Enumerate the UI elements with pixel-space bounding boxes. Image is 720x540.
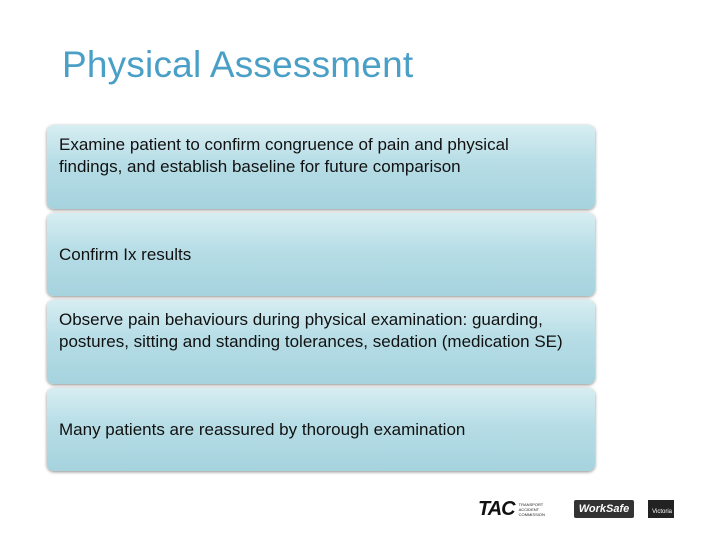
worksafe-logo: WorkSafe	[574, 500, 634, 518]
tac-logo	[478, 498, 553, 521]
bullet-box-confirm-ix	[47, 213, 595, 296]
bullet-box-examine	[47, 125, 595, 209]
slide-title: Physical Assessment	[62, 44, 414, 85]
bullet-text: Confirm Ix results	[59, 244, 192, 264]
bullet-box-reassured	[47, 388, 595, 471]
tac-logo-mark: TAC	[478, 498, 515, 520]
bullet-box-observe-pain	[47, 300, 595, 384]
footer-logos	[478, 496, 678, 524]
bullet-text: Observe pain behaviours during physical examination: guarding, postures, sitting and standing tolerances, sedation (medication SE)	[59, 310, 563, 351]
tac-logo-subtitle: TRANSPORT ACCIDENT COMMISSION	[518, 502, 545, 517]
bullet-rest: patient to confirm congruence of pain and physical findings, and establish baseline for future comparison	[59, 135, 509, 176]
victoria-logo: Victoria	[648, 500, 674, 518]
bullet-lead-word: Examine	[59, 135, 126, 154]
bullet-text: Many patients are reassured by thorough examination	[59, 419, 466, 439]
bullet-text	[59, 134, 565, 178]
